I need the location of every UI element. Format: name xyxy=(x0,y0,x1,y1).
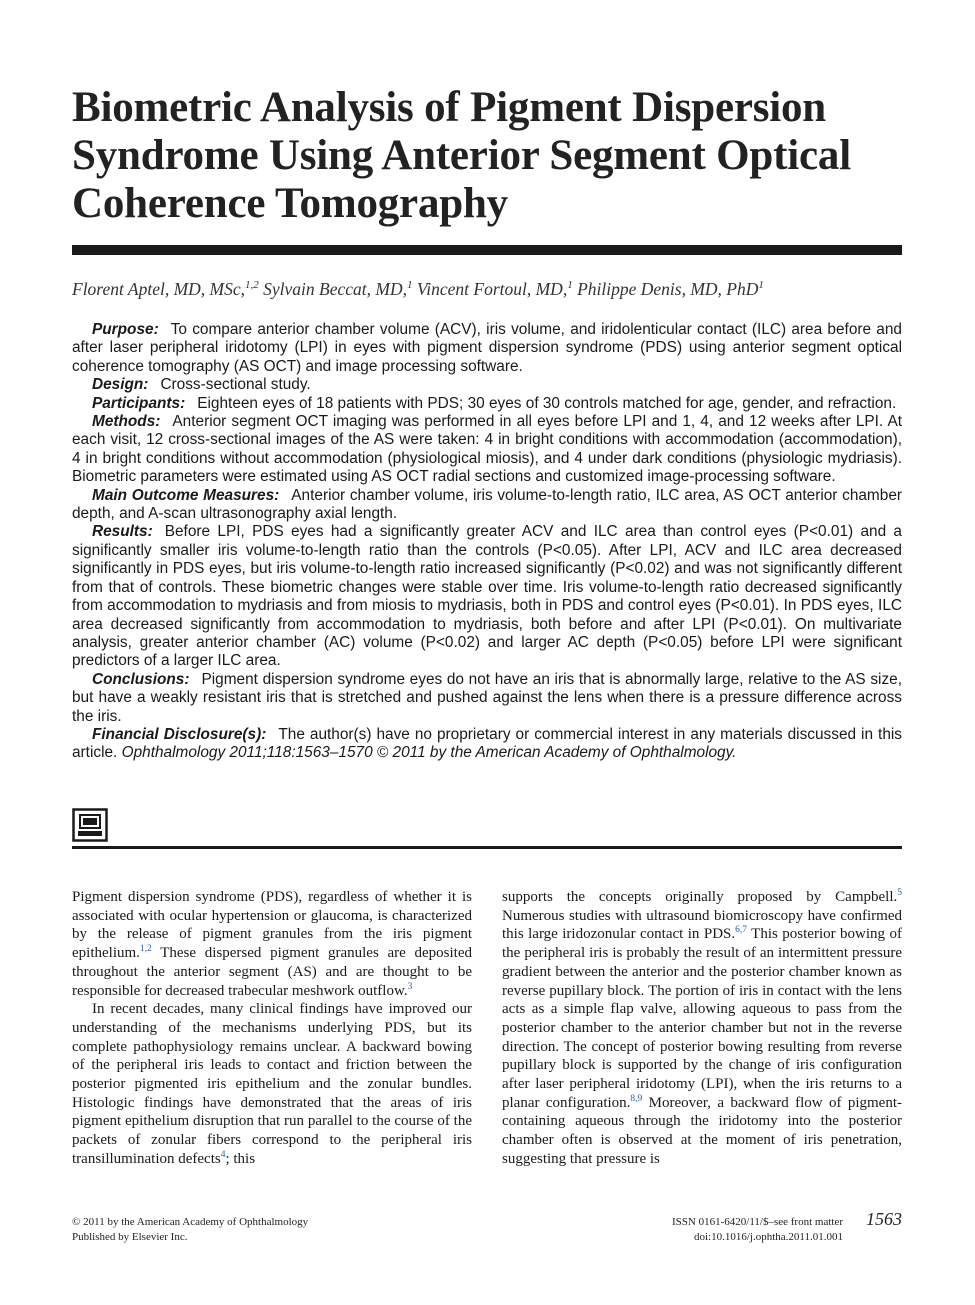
footer-right xyxy=(672,1215,843,1245)
abstract-conclusions xyxy=(72,671,902,726)
author-affiliation: 1 xyxy=(567,279,573,292)
reference-link[interactable]: 6,7 xyxy=(735,925,748,936)
results-text: Before LPI, PDS eyes had a significantly greater ACV and ILC area than control eyes (P<0.01) and a significantly smaller iris volume-to-length ratio than the controls (P<0.05). After LPI, ACV and ILC area decreased significantly in PDS eyes, but iris volume-to-length ratio increased significantly (P<0.02) and was not significantly different from that of controls. These biometric changes were stable over time. Iris volume-to-length ratio decreased significantly from accommodation to mydriasis and from miosis to mydriasis, both in PDS and control eyes (P<0.01). In PDS eyes, ILC area decreased significantly from accommodation to mydriasis, both before and after LPI (P<0.01). On multivariate analysis, greater anterior chamber (AC) volume (P<0.02) and larger AC depth (P<0.05) before LPI were significant predictors of a larger ILC area. xyxy=(72,523,902,670)
conclusions-text: Pigment dispersion syndrome eyes do not have an iris that is abnormally large, relative to the AS size, but have a weakly resistant iris that is stretched and pushed against the lens when there is a pressure difference across the iris. xyxy=(72,670,902,725)
footer-left xyxy=(72,1215,308,1245)
issn-line: ISSN 0161-6420/11/$–see front matter xyxy=(672,1216,843,1228)
doi-link[interactable]: doi:10.1016/j.ophtha.2011.01.001 xyxy=(693,1231,843,1243)
abstract-purpose xyxy=(72,321,902,376)
author-name: Philippe Denis, MD, PhD xyxy=(577,279,759,299)
body-text: supports the concepts originally proposed by Campbell. xyxy=(502,889,898,905)
abstract-methods xyxy=(72,413,902,487)
body-paragraph xyxy=(72,888,472,1000)
author-name: Florent Aptel, MD, MSc, xyxy=(72,279,246,299)
reference-link[interactable]: 1,2 xyxy=(139,944,152,955)
results-label: Results: xyxy=(92,523,153,541)
conclusions-label: Conclusions: xyxy=(92,670,190,688)
outcomes-text: Anterior chamber volume, iris volume-to-length ratio, ILC area, AS OCT anterior chamber depth, and A-scan ultrasonography axial length. xyxy=(72,486,903,523)
body-text: ; this xyxy=(225,1150,256,1167)
author-affiliation: 1,2 xyxy=(245,279,259,292)
body-text: This posterior bowing of the peripheral iris is probably the result of an intermittent pressure gradient between the anterior and the posterior chamber known as reverse pupillary block. The portion of iris in contact with the lens acts as a simple flap valve, allowing aqueous to pass from the posterior chamber to the anterior chamber but not in the reverse direction. The concept of posterior bowing resulting from reverse pupillary block is supported by the change of iris configuration after laser peripheral iridotomy (LPI), when the iris returns to a planar configuration. xyxy=(502,926,902,1111)
abstract-disclosure xyxy=(72,726,902,763)
author-affiliation: 1 xyxy=(406,279,413,292)
reference-link[interactable]: 5 xyxy=(897,888,902,898)
reference-link[interactable]: 3 xyxy=(407,981,413,992)
computer-monitor-icon[interactable] xyxy=(72,808,108,842)
body-column-left xyxy=(72,888,472,1169)
article-title: Biometric Analysis of Pigment Dispersion Syndrome Using Anterior Segment Optical Coherence Tomography xyxy=(72,84,851,227)
design-text: Cross-sectional study. xyxy=(160,376,311,394)
copyright-line: © 2011 by the American Academy of Ophthalmology xyxy=(72,1216,309,1228)
body-text: Pigment dispersion syndrome (PDS), regardless of whether it is associated with ocular hypertension or glaucoma, is characterized by the release of pigment granules from the iris pigment epithelium. xyxy=(72,889,472,962)
participants-label: Participants: xyxy=(92,394,186,412)
body-paragraph xyxy=(72,1000,472,1168)
abstract-outcomes xyxy=(72,487,902,524)
disclosure-text: The author(s) have no proprietary or commercial interest in any materials discussed in this article. xyxy=(72,725,902,762)
design-label: Design: xyxy=(92,376,149,394)
participants-text: Eighteen eyes of 18 patients with PDS; 30 eyes of 30 controls matched for age, gender, and refraction. xyxy=(197,394,897,412)
body-text: These dispersed pigment granules are deposited throughout the anterior segment (AS) and are thought to be responsible for decreased trabecular meshwork outflow. xyxy=(72,945,472,999)
reference-link[interactable]: 8,9 xyxy=(630,1093,643,1104)
purpose-label: Purpose: xyxy=(92,321,159,338)
body-text: In recent decades, many clinical findings have improved our understanding of the mechanisms underlying PDS, but its complete pathophysiology remains unclear. A backward bowing of the peripheral iris leads to contact and friction between the posterior pigmented iris epithelium and the zonular bundles. Histologic findings have demonstrated that the areas of iris pigment epithelium disruption that run parallel to the course of the packets of zonular fibers correspond to the peripheral iris transillumination defects xyxy=(72,1001,472,1167)
body-text: Moreover, a backward flow of pigment-containing aqueous through the iridotomy into the posterior chamber often is observed at the moment of iris penetration, suggesting that pressure is xyxy=(502,1094,902,1167)
outcomes-label: Main Outcome Measures: xyxy=(92,486,280,504)
abstract-design xyxy=(72,376,902,394)
author-list xyxy=(72,279,902,300)
title-divider xyxy=(72,245,902,255)
author-name: Vincent Fortoul, MD, xyxy=(416,279,568,299)
purpose-text: To compare anterior chamber volume (ACV), iris volume, and iridolenticular contact (ILC) area before and after laser peripheral iridotomy (LPI) in eyes with pigment dispersion syndrome (PDS) using anterior segment optical coherence tomography (AS OCT) and image processing software. xyxy=(72,321,902,375)
methods-text: Anterior segment OCT imaging was performed in all eyes before LPI and 1, 4, and 12 weeks after LPI. At each visit, 12 cross-sectional images of the AS were taken: 4 in bright conditions with accommodation (accommodation), 4 in bright conditions without accommodation (physiological miosis), and 4 under dark conditions (physiologic mydriasis). Biometric parameters were estimated using AS OCT radial sections and customized image-processing software. xyxy=(72,413,902,486)
reference-link[interactable]: 4 xyxy=(220,1149,226,1160)
methods-label: Methods: xyxy=(92,413,161,431)
abstract xyxy=(72,321,902,763)
disclosure-label: Financial Disclosure(s): xyxy=(92,725,267,743)
body-paragraph-continued xyxy=(502,888,902,1169)
journal-citation: Ophthalmology 2011;118:1563–1570 © 2011 by the American Academy of Ophthalmology. xyxy=(121,744,737,762)
abstract-results xyxy=(72,523,902,670)
abstract-participants xyxy=(72,395,902,413)
body-column-right xyxy=(502,888,902,1169)
abstract-divider xyxy=(72,846,902,849)
author-affiliation: 1 xyxy=(758,279,764,292)
author-name: Sylvain Beccat, MD, xyxy=(263,279,407,299)
body-text: Numerous studies with ultrasound biomicroscopy have confirmed this large iridozonular contact in PDS. xyxy=(502,907,902,943)
publisher-line: Published by Elsevier Inc. xyxy=(72,1231,188,1243)
page-number: 1563 xyxy=(866,1209,902,1229)
